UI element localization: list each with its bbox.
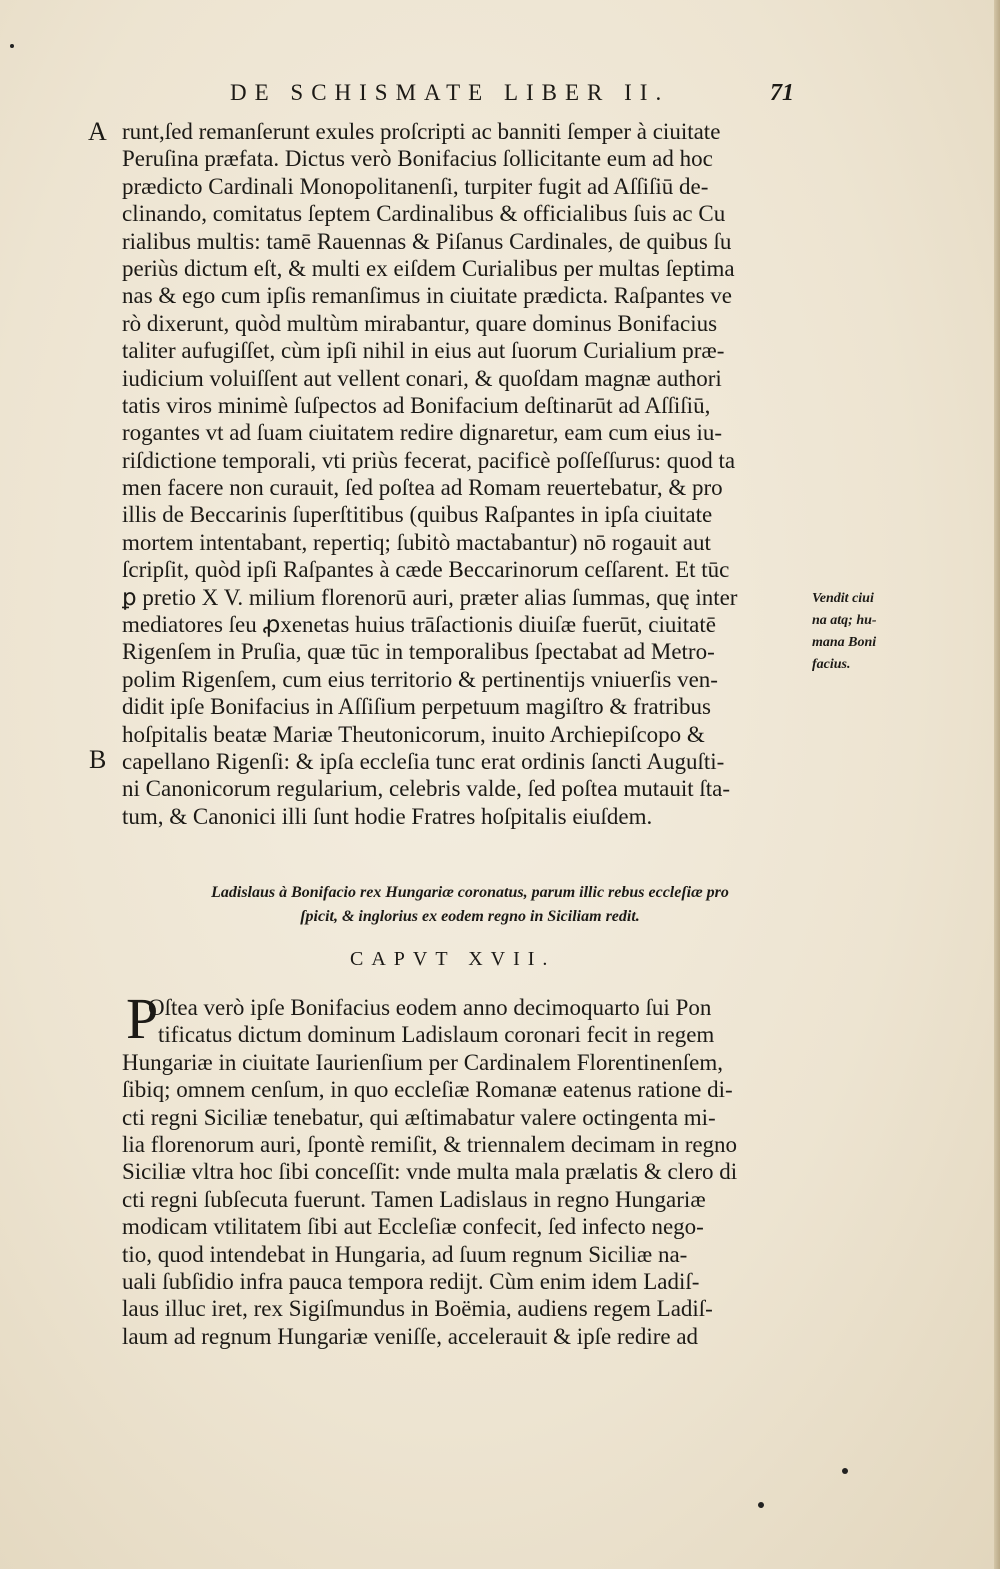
- text-line: ſcripſit, quòd ipſi Raſpantes à cæde Beccarinorum ceſſarent. Et tūc: [122, 557, 730, 583]
- text-line: clinando, comitatus ſeptem Cardinalibus & officialibus ſuis ac Cu: [122, 201, 726, 227]
- text-line: prædicto Cardinali Monopolitanenſi, turpiter fugit ad Aſſiſiū de-: [122, 173, 709, 199]
- ink-speck: [842, 1468, 848, 1474]
- text-line: rò dixerunt, quòd multùm mirabantur, quare dominus Bonifacius: [122, 310, 718, 336]
- text-line: ni Canonicorum regularium, celebris valde, ſed poſtea mutauit ſta-: [122, 776, 731, 802]
- text-line: riſdictione temporali, vti priùs fecerat, pacificè poſſeſſurus: quod ta: [122, 447, 736, 473]
- margin-note-line: mana Boni: [812, 635, 877, 650]
- text-line: ſibiq; omnem cenſum, in quo eccleſiæ Romanæ eatenus ratione di-: [122, 1077, 733, 1103]
- page-edge: [994, 0, 1000, 1569]
- text-line: rogantes vt ad ſuam ciuitatem redire dignaretur, eam cum eius iu-: [122, 420, 723, 446]
- chapter-summary-line: ſpicit, & inglorius ex eodem regno in Siciliam redit.: [300, 908, 640, 925]
- chapter-summary-line: Ladislaus à Bonifacio rex Hungariæ coronatus, parum illic rebus eccleſiæ pro: [211, 884, 729, 901]
- margin-note-line: facius.: [812, 657, 851, 672]
- margin-note-line: na atq; hu-: [812, 613, 877, 628]
- text-line: laum ad regnum Hungariæ veniſſe, accelerauit & ipſe redire ad: [122, 1323, 699, 1349]
- text-line: men facere non curauit, ſed poſtea ad Romam reuertebatur, & pro: [122, 475, 723, 501]
- margin-note: [812, 588, 902, 676]
- text-line: tum, & Canonici illi ſunt hodie Fratres hoſpitalis eiuſdem.: [122, 803, 653, 829]
- drop-cap: P: [126, 986, 159, 1051]
- text-line: laus illuc iret, rex Sigiſmundus in Boëmia, audiens regem Ladiſ-: [122, 1296, 713, 1322]
- page-number: 71: [770, 80, 794, 106]
- text-line: cti regni Siciliæ tenebatur, qui æſtimabatur valere octingenta mi-: [122, 1104, 716, 1130]
- text-line: Hungariæ in ciuitate Iaurienſium per Cardinalem Florentinenſem,: [122, 1049, 724, 1075]
- ink-speck: [758, 1502, 764, 1508]
- text-line: nas & ego cum ipſis remanſimus in ciuitate prædicta. Raſpantes ve: [122, 283, 732, 309]
- margin-note-line: Vendit ciui: [812, 591, 874, 606]
- text-line: cti regni ſubſecuta fuerunt. Tamen Ladislaus in regno Hungariæ: [122, 1186, 706, 1212]
- text-line: modicam vtilitatem ſibi aut Eccleſiæ confecit, ſed infecto nego-: [122, 1214, 704, 1240]
- text-line: uali ſubſidio infra pauca tempora redijt. Cùm enim idem Ladiſ-: [122, 1268, 700, 1294]
- text-line: iudicium voluiſſent aut vellent conari, & quoſdam magnæ authori: [122, 365, 722, 391]
- passage-1: [122, 118, 812, 830]
- text-line: runt,ſed remanſerunt exules proſcripti ac banniti ſemper à ciuitate: [122, 119, 721, 144]
- text-line: Oſtea verò ipſe Bonifacius eodem anno decimoquarto ſui Pon: [148, 995, 712, 1020]
- text-line: Siciliæ vltra hoc ſibi conceſſit: vnde multa mala prælatis & clero di: [122, 1159, 738, 1185]
- ink-speck: [10, 44, 14, 48]
- text-line: ꝑ pretio X V. milium florenorū auri, præter alias ſummas, quę inter: [122, 584, 738, 610]
- text-line: Rigenſem in Pruſia, quæ tūc in temporalibus ſpectabat ad Metro-: [122, 639, 715, 665]
- text-line: capellano Rigenſi: & ipſa eccleſia tunc erat ordinis ſancti Auguſti-: [122, 748, 725, 774]
- text-line: rialibus multis: tamē Rauennas & Piſanus Cardinales, de quibus ſu: [122, 228, 732, 254]
- text-line: Peruſina præfata. Dictus verò Bonifacius ſollicitante eum ad hoc: [122, 146, 713, 172]
- text-line: tatis viros minimè ſuſpectos ad Bonifacium deſtinarūt ad Aſſiſiū,: [122, 392, 711, 418]
- section-mark-a: A: [88, 117, 107, 146]
- text-line: tificatus dictum dominum Ladislaum coronari fecit in regem: [158, 1022, 715, 1048]
- text-line: didit ipſe Bonifacius in Aſſiſium perpetuum magiſtro & fratribus: [122, 694, 711, 720]
- text-line: mediatores ſeu ꝓxenetas huius trāſactionis diuiſæ fuerūt, ciuitatē: [122, 612, 716, 638]
- passage-2: [122, 994, 812, 1350]
- text-line: taliter aufugiſſet, cùm ipſi nihil in eius aut ſuorum Curialium præ-: [122, 338, 725, 364]
- running-head: DE SCHISMATE LIBER II.: [230, 80, 670, 105]
- chapter-title: CAPVT XVII.: [350, 948, 556, 970]
- text-line: illis de Beccarinis ſuperſtitibus (quibus Raſpantes in ipſa ciuitate: [122, 502, 713, 528]
- text-line: hoſpitalis beatæ Mariæ Theutonicorum, inuito Archiepiſcopo &: [122, 721, 705, 747]
- text-line: polim Rigenſem, cum eius territorio & pertinentijs vniuerſis ven-: [122, 666, 718, 692]
- section-mark-b: B: [89, 745, 107, 774]
- text-line: periùs dictum eſt, & multi ex eiſdem Curialibus per multas ſeptima: [122, 255, 735, 281]
- text-line: lia florenorum auri, ſpontè remiſit, & triennalem decimam in regno: [122, 1131, 738, 1157]
- text-line: tio, quod intendebat in Hungaria, ad ſuum regnum Siciliæ na-: [122, 1241, 688, 1267]
- text-line: mortem intentabant, repertiq; ſubitò mactabantur) nō rogauit aut: [122, 529, 711, 555]
